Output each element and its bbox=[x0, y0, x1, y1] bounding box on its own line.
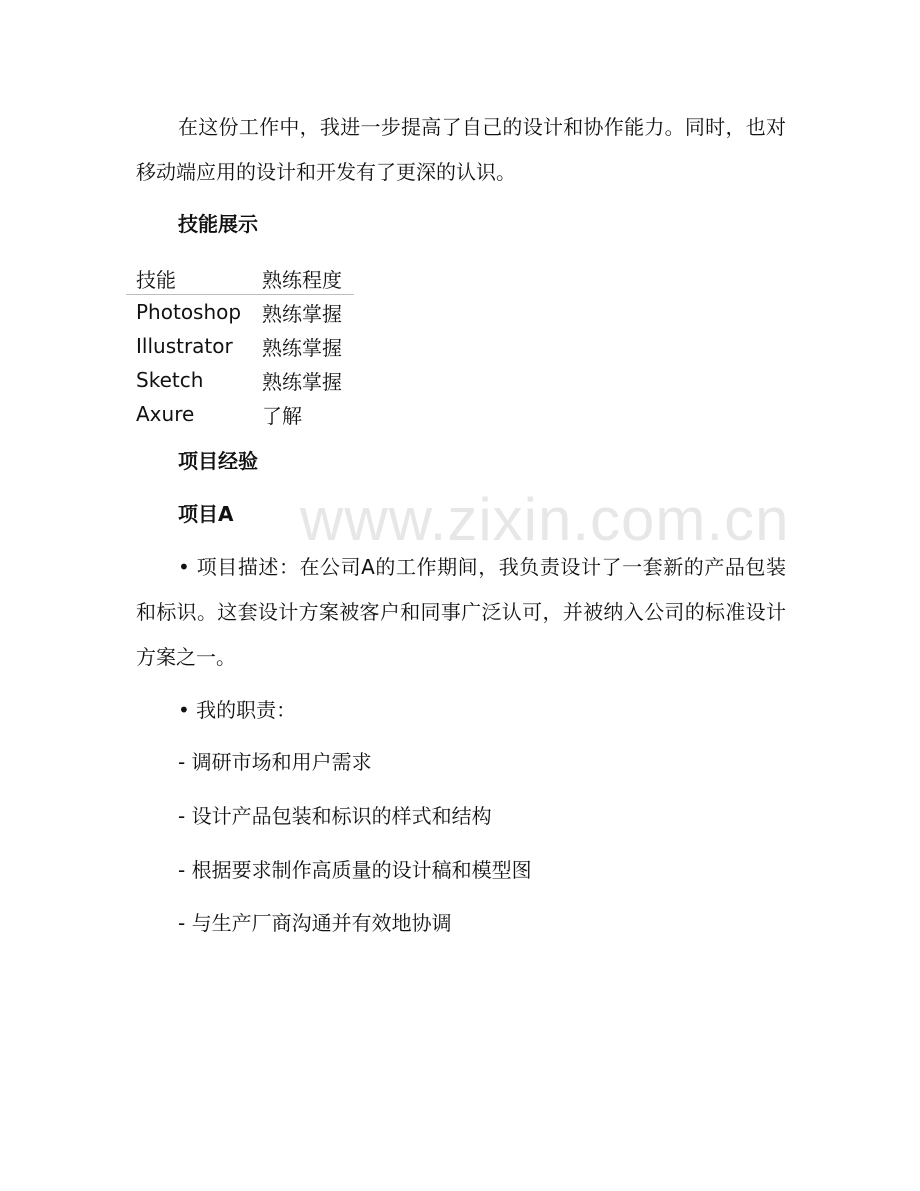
column-header-proficiency: 熟练程度 bbox=[252, 262, 354, 295]
table-header-row bbox=[126, 262, 354, 295]
projects-heading: 项目经验 bbox=[178, 449, 258, 473]
skill-name: Illustrator bbox=[136, 334, 233, 358]
skills-heading: 技能展示 bbox=[178, 212, 258, 236]
list-item: - 设计产品包装和标识的样式和结构 bbox=[178, 804, 492, 828]
list-item: - 根据要求制作高质量的设计稿和模型图 bbox=[178, 858, 532, 882]
skill-name: Axure bbox=[136, 402, 195, 426]
column-header-skill: 技能 bbox=[126, 262, 252, 295]
table-row bbox=[126, 295, 354, 330]
list-item: - 与生产厂商沟通并有效地协调 bbox=[178, 911, 452, 935]
table-row bbox=[126, 397, 354, 431]
table-row bbox=[126, 363, 354, 397]
watermark: www.zixin.com.cn bbox=[300, 486, 790, 553]
intro-paragraph: 在这份工作中，我进一步提高了自己的设计和协作能力。同时，也对移动端应用的设计和开发有了更深的认识。 bbox=[136, 115, 786, 184]
project-title: 项目A bbox=[178, 502, 234, 526]
list-item: - 调研市场和用户需求 bbox=[178, 750, 372, 774]
skill-level: 熟练掌握 bbox=[262, 301, 342, 326]
duties-label: • 我的职责： bbox=[178, 698, 297, 722]
skill-name: Sketch bbox=[136, 368, 204, 392]
table-row bbox=[126, 329, 354, 363]
skill-name: Photoshop bbox=[136, 300, 242, 324]
skills-table bbox=[126, 262, 354, 431]
skill-level: 了解 bbox=[262, 403, 302, 428]
skill-level: 熟练掌握 bbox=[262, 369, 342, 394]
skill-level: 熟练掌握 bbox=[262, 335, 342, 360]
project-description: • 项目描述：在公司A的工作期间，我负责设计了一套新的产品包装和标识。这套设计方案被客户和同事广泛认可，并被纳入公司的标准设计方案之一。 bbox=[136, 555, 786, 669]
